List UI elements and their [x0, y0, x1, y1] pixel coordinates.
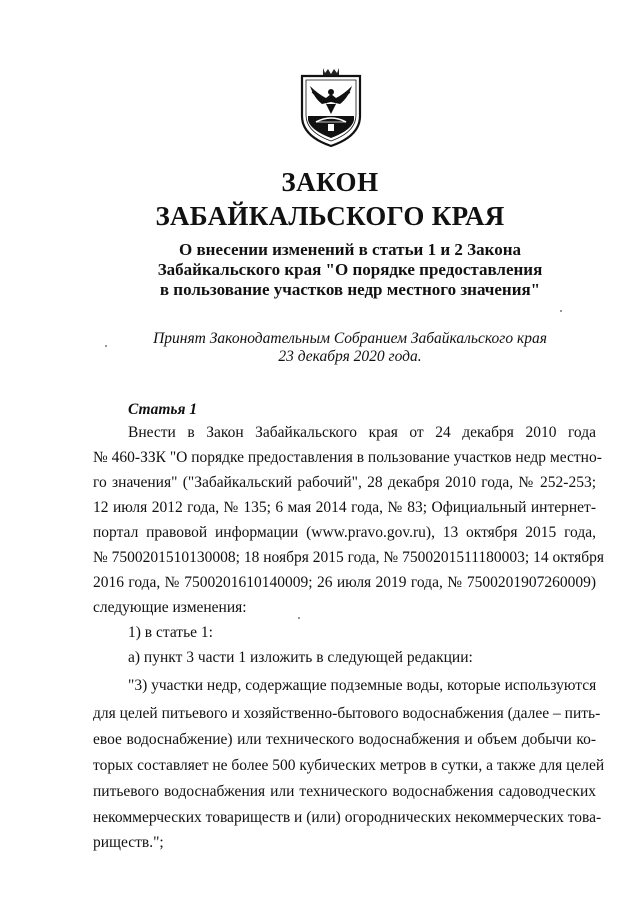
body-line: 2016 года, № 7500201610140009; 26 июля 2019 года, № 7500201907260009): [93, 574, 596, 591]
region-title: ЗАБАЙКАЛЬСКОГО КРАЯ: [155, 201, 505, 231]
scan-speck: [298, 617, 300, 619]
body-line: Внести в Закон Забайкальского края от 24 декабря 2010 года: [128, 424, 596, 441]
adoption-line: Принят Законодательным Собранием Забайкальского края: [153, 330, 547, 347]
body-line: 1) в статье 1:: [128, 624, 213, 641]
body-line: евое водоснабжение) или технического водоснабжения и объем добычи ко-: [93, 731, 596, 748]
subtitle-line: Забайкальского края "О порядке предоставления: [157, 260, 543, 279]
scan-speck: [105, 345, 107, 347]
law-title: ЗАКОН: [281, 167, 379, 197]
body-line: портал правовой информации (www.pravo.gov.ru), 13 октября 2015 года,: [93, 524, 596, 541]
body-line: 12 июля 2012 года, № 135; 6 мая 2014 года, № 83; Официальный интернет-: [93, 499, 596, 516]
body-line: торых составляет не более 500 кубических метров в сутки, а также для целей: [93, 757, 605, 774]
body-line: № 460-ЗЗК "О порядке предоставления в пользование участков недр местно-: [93, 449, 602, 466]
subtitle-line: О внесении изменений в статьи 1 и 2 Закона: [179, 240, 521, 259]
coat-of-arms-icon: [296, 64, 366, 148]
scan-speck: [560, 310, 562, 312]
adoption-date: 23 декабря 2020 года.: [278, 348, 422, 365]
body-line: питьевого водоснабжения или технического водоснабжения садоводческих: [93, 783, 596, 800]
body-line: некоммерческих товариществ и (или) огороднических некоммерческих това-: [93, 809, 602, 826]
body-line: а) пункт 3 части 1 изложить в следующей редакции:: [128, 649, 473, 666]
adoption-note: [120, 330, 580, 366]
body-line: "3) участки недр, содержащие подземные воды, которые используются: [128, 677, 597, 694]
body-line: риществ.";: [93, 834, 164, 851]
subtitle-line: в пользование участков недр местного значения": [159, 280, 541, 299]
law-subtitle: [120, 240, 580, 300]
article-heading: Статья 1: [128, 401, 198, 418]
body-line: го значения" ("Забайкальский рабочий", 28 декабря 2010 года, № 252-253;: [93, 474, 596, 491]
body-line: для целей питьевого и хозяйственно-бытового водоснабжения (далее – пить-: [93, 705, 601, 722]
body-line: № 7500201510130008; 18 ноября 2015 года, № 7500201511180003; 14 октября: [93, 549, 605, 566]
body-line: следующие изменения:: [93, 599, 247, 616]
